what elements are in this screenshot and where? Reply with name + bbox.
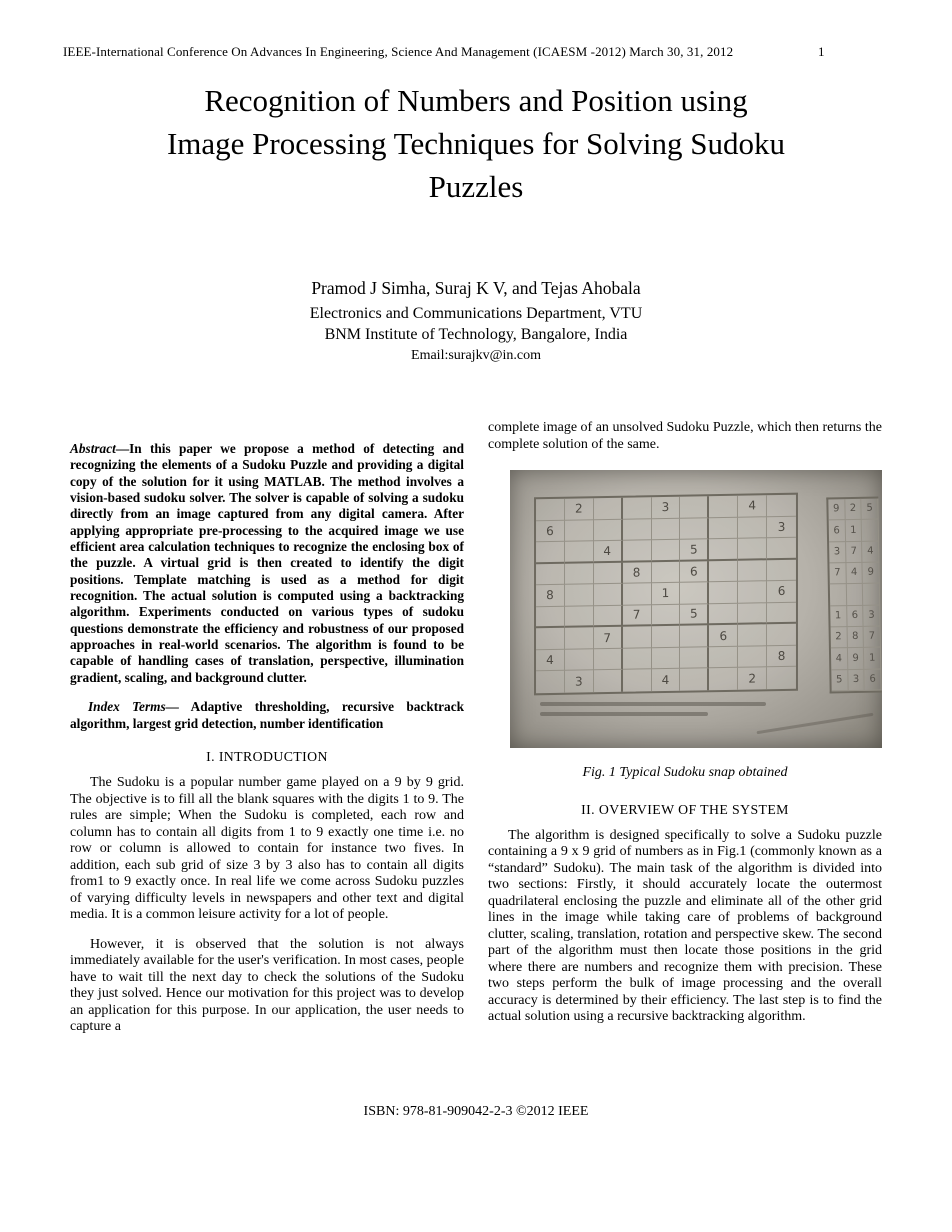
abstract-text: —In this paper we propose a method of detecting and recognizing the elements of a Sudoku Puzzle and providing a digital copy of the solution for it using MATLAB. The method involves a vision-based sudoku solver. The solver is capable of solving a sudoku directly from an image captured from any digital camera. After applying appropriate pre-processing to the acquired image we use efficient area calculation techniques to recognize the enclosing box of the puzzle. A virtual grid is then created to identify the digit positions. Template matching is used as a method for digit recognition. The actual solution is computed using a backtracking algorithm. Experiments conducted on various types of sudoku questions demonstrate the efficiency and robustness of our proposed approaches in real-world scenarios. The algorithm is found to be capable of handling cases of translation, perspective, illumination gradient, scaling, and background clutter.	[70, 441, 464, 685]
side-strip-cell	[830, 584, 847, 606]
paper-title-line-2: Image Processing Techniques for Solving Sudoku	[166, 125, 786, 161]
sudoku-cell: 8	[536, 585, 565, 607]
sudoku-cell	[565, 628, 594, 650]
page-number: 1	[818, 44, 825, 59]
side-strip-cell	[862, 520, 879, 542]
sudoku-cell	[738, 538, 767, 560]
side-strip-cell	[846, 584, 863, 606]
sudoku-cell	[594, 562, 623, 584]
author-names: Pramod J Simha, Suraj K V, and Tejas Ahobala	[311, 278, 641, 298]
sudoku-cell	[738, 581, 767, 603]
sudoku-cell: 3	[767, 516, 796, 538]
sudoku-cell	[709, 582, 738, 604]
sudoku-cell	[767, 495, 796, 517]
sudoku-cell	[709, 668, 738, 690]
side-strip-cell: 6	[847, 606, 864, 628]
author-institute: BNM Institute of Technology, Bangalore, India	[324, 325, 628, 343]
sudoku-cell: 4	[594, 541, 623, 563]
abstract-label: Abstract	[70, 441, 116, 456]
sudoku-cell	[767, 559, 796, 581]
sudoku-cell: 4	[652, 669, 681, 691]
paper-title	[76, 80, 876, 208]
sudoku-cell	[738, 517, 767, 539]
index-terms-text: Adaptive thresholding, recursive backtrack algorithm, largest grid detection, number identification	[70, 699, 465, 731]
side-strip-cell: 3	[864, 605, 881, 627]
introduction-paragraph-1: The Sudoku is a popular number game played on a 9 by 9 grid. The objective is to fill all the blank squares with the digits 1 to 9. The rules are simple; When the Sudoku is completed, each row and column has to contain all digits from 1 to 9 exactly one time i.e. no row or column is allowed to contain for instance two fives. In addition, each sub grid of size 3 by 3 also has to contain all digits from1 to 9 exactly once. In real life we come across Sudoku puzzles of varying difficulty levels in newspapers and other text and digital media. It is a common leisure activity for a lot of people.	[70, 775, 464, 923]
index-terms-label: Index Terms—	[88, 699, 179, 715]
sudoku-cell	[623, 648, 652, 670]
sudoku-cell	[623, 497, 652, 519]
overview-paragraph-1: The algorithm is designed specifically to solve a Sudoku puzzle containing a 9 x 9 grid of numbers as in Fig.1 (commonly known as a “standard” Sudoku). The main task of the algorithm is divided into two sections: Firstly, it should accurately locate the outermost quadrilateral enclosing the puzzle and eliminate all of the other grid lines in the image while taking care of problems of background clutter, scaling, translation, rotation and perspective skew. The second part of the algorithm must then locate those positions in the grid where there are numbers and recognize them with precision. These two steps perform the bulk of image processing and the overall accuracy is determined by their efficiency. The last step is to find the actual solution using a recursive backtracking algorithm.	[488, 827, 882, 1025]
sudoku-cell	[738, 560, 767, 582]
sudoku-cell	[652, 626, 681, 648]
sudoku-cell	[709, 496, 738, 518]
sudoku-cell	[652, 540, 681, 562]
side-strip-cell: 7	[829, 563, 846, 585]
paper-title-line-3: Puzzles	[428, 168, 524, 204]
side-strip-cell: 4	[846, 563, 863, 585]
side-strip-cell: 3	[848, 670, 865, 692]
sudoku-cell	[767, 667, 796, 689]
introduction-paragraph-2: However, it is observed that the solution is not always immediately available for the user's verification. In most cases, people have to wait till the next day to check the solutions of the Sudoku they just solved. Hence our motivation for this project was to develop an application for this purpose. In our application, the user needs to capture a	[70, 936, 464, 1035]
side-strip-cell: 2	[845, 499, 862, 521]
sudoku-cell: 6	[680, 561, 709, 583]
sudoku-cell	[565, 606, 594, 628]
sudoku-cell	[652, 605, 681, 627]
sudoku-cell	[565, 585, 594, 607]
sudoku-cell: 6	[709, 625, 738, 647]
side-strip-cell: 6	[865, 669, 882, 691]
two-column-body	[70, 420, 882, 1049]
sudoku-cell	[623, 627, 652, 649]
sudoku-cell: 3	[565, 671, 594, 693]
sudoku-cell: 8	[767, 646, 796, 668]
sudoku-cell: 8	[623, 562, 652, 584]
side-strip-cell: 5	[862, 499, 879, 521]
side-strip-cell: 3	[829, 542, 846, 564]
sudoku-cell	[709, 539, 738, 561]
authors-block	[70, 278, 882, 364]
sudoku-cell	[594, 606, 623, 628]
side-strip-cell: 9	[863, 563, 880, 585]
side-strip-cell: 7	[846, 542, 863, 564]
sudoku-grid	[534, 493, 798, 696]
sudoku-cell	[536, 607, 565, 629]
author-department: Electronics and Communications Department, VTU	[309, 305, 643, 322]
sudoku-cell	[594, 584, 623, 606]
sudoku-cell	[680, 518, 709, 540]
right-column	[488, 420, 882, 1049]
sudoku-cell	[594, 498, 623, 520]
side-strip-cell: 6	[829, 520, 846, 542]
footer-isbn: ISBN: 978-81-909042-2-3 ©2012 IEEE	[363, 1104, 589, 1119]
figure-photo	[510, 470, 882, 748]
left-column	[70, 420, 464, 1049]
photo-blur-caption-line-1	[540, 702, 766, 706]
sudoku-cell	[680, 626, 709, 648]
sudoku-cell	[565, 563, 594, 585]
sudoku-cell: 1	[652, 583, 681, 605]
sudoku-cell	[738, 646, 767, 668]
sudoku-cell: 7	[594, 627, 623, 649]
photo-blur-corner-note	[756, 713, 873, 734]
running-header: IEEE-International Conference On Advances In Engineering, Science And Management (ICAESM -2012) March 30, 31, 2012	[63, 44, 734, 59]
sudoku-cell	[623, 584, 652, 606]
sudoku-cell	[536, 563, 565, 585]
sudoku-cell	[738, 625, 767, 647]
sudoku-cell	[536, 671, 565, 693]
sudoku-cell	[709, 604, 738, 626]
side-strip-cell: 5	[831, 670, 848, 692]
sudoku-cell	[652, 561, 681, 583]
sudoku-cell: 4	[536, 650, 565, 672]
photo-blur-caption-line-2	[540, 712, 708, 716]
side-strip-cell: 1	[845, 520, 862, 542]
sudoku-cell: 5	[680, 604, 709, 626]
sudoku-cell	[536, 542, 565, 564]
sudoku-cell	[594, 519, 623, 541]
sudoku-cell: 7	[623, 605, 652, 627]
sudoku-cell	[767, 624, 796, 646]
sudoku-side-strip	[826, 497, 881, 694]
side-strip-cell: 7	[864, 627, 881, 649]
sudoku-cell	[680, 669, 709, 691]
sudoku-cell: 5	[680, 539, 709, 561]
sudoku-cell	[623, 519, 652, 541]
side-strip-cell	[863, 584, 880, 606]
abstract-paragraph	[70, 441, 464, 686]
sudoku-cell	[536, 628, 565, 650]
sudoku-cell	[680, 582, 709, 604]
side-strip-cell: 8	[847, 627, 864, 649]
sudoku-cell	[709, 560, 738, 582]
sudoku-cell: 6	[536, 520, 565, 542]
sudoku-cell	[623, 670, 652, 692]
section-heading-overview: II. OVERVIEW OF THE SYSTEM	[581, 801, 789, 817]
sudoku-cell	[565, 541, 594, 563]
sudoku-cell	[536, 499, 565, 521]
section-heading-introduction: I. INTRODUCTION	[206, 748, 328, 764]
sudoku-cell	[709, 647, 738, 669]
sudoku-cell	[738, 603, 767, 625]
sudoku-cell: 2	[738, 668, 767, 690]
sudoku-cell	[623, 540, 652, 562]
sudoku-cell	[565, 520, 594, 542]
side-strip-cell: 1	[830, 606, 847, 628]
sudoku-cell	[680, 496, 709, 518]
sudoku-cell: 2	[565, 498, 594, 520]
sudoku-cell	[652, 648, 681, 670]
sudoku-cell	[709, 517, 738, 539]
sudoku-cell	[594, 649, 623, 671]
side-strip-cell: 2	[831, 627, 848, 649]
sudoku-cell	[652, 518, 681, 540]
sudoku-cell	[767, 603, 796, 625]
introduction-paragraph-2-continuation: complete image of an unsolved Sudoku Puzzle, which then returns the complete solution of the same.	[488, 420, 882, 452]
figure-caption: Fig. 1 Typical Sudoku snap obtained	[582, 765, 788, 781]
side-strip-cell: 1	[864, 648, 881, 670]
paper-title-line-1: Recognition of Numbers and Position using	[204, 83, 748, 118]
sudoku-cell: 6	[767, 581, 796, 603]
index-terms-paragraph	[70, 699, 464, 732]
sudoku-cell	[680, 647, 709, 669]
side-strip-cell: 9	[848, 648, 865, 670]
sudoku-cell: 3	[652, 497, 681, 519]
author-email: Email:surajkv@in.com	[411, 347, 541, 363]
sudoku-cell	[594, 670, 623, 692]
side-strip-cell: 4	[831, 648, 848, 670]
sudoku-cell	[767, 538, 796, 560]
sudoku-cell	[565, 649, 594, 671]
side-strip-cell: 4	[862, 541, 879, 563]
side-strip-cell: 9	[828, 499, 845, 521]
sudoku-cell: 4	[738, 495, 767, 517]
